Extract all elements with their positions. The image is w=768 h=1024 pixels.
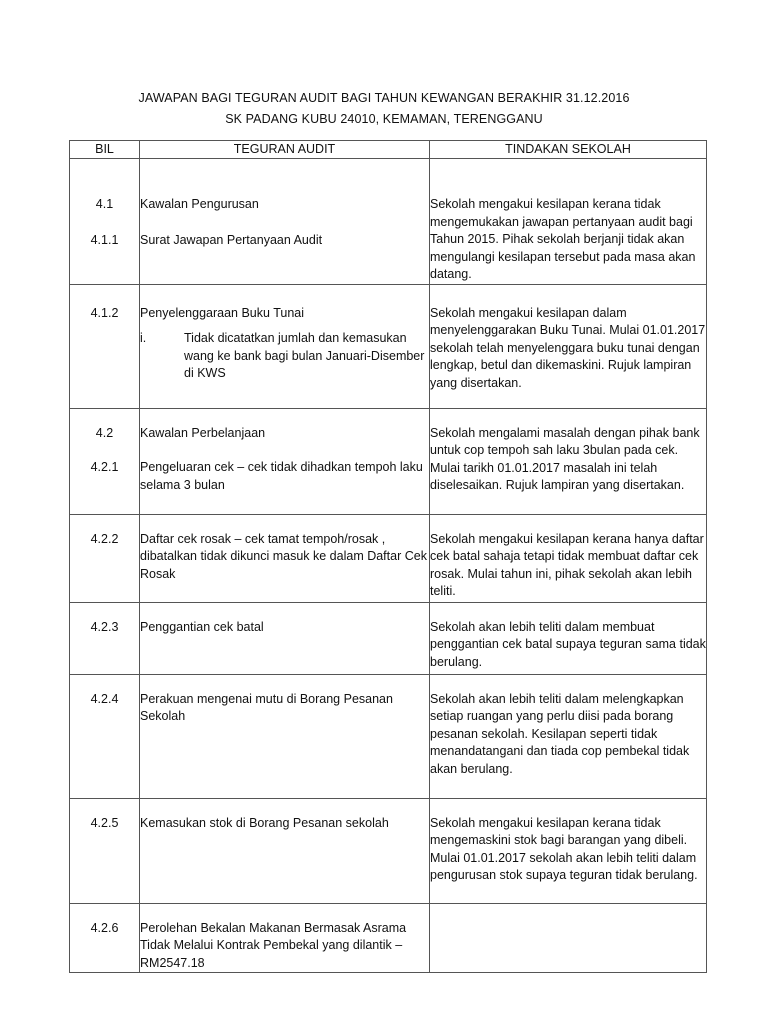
teguran-cell: Penggantian cek batal — [140, 602, 430, 674]
teguran-heading: Kawalan Pengurusan — [140, 197, 259, 211]
teguran-text: Pengeluaran cek – cek tidak dihadkan tempoh laku selama 3 bulan — [140, 460, 423, 492]
bil-cell — [70, 408, 140, 514]
teguran-cell — [140, 284, 430, 408]
table-row — [70, 159, 707, 285]
bil-number: 4.2.1 — [90, 460, 119, 474]
header-bil: BIL — [70, 141, 140, 159]
teguran-sub-item — [140, 330, 429, 383]
sub-item-number: i. — [140, 331, 147, 345]
table-header-row — [70, 141, 707, 159]
bil-cell: 4.2.5 — [70, 798, 140, 903]
bil-cell — [70, 159, 140, 285]
teguran-text: Surat Jawapan Pertanyaan Audit — [140, 232, 323, 247]
sub-item-text: Tidak dicatatkan jumlah dan kemasukan wang ke bank bagi bulan Januari-Disember di KWS — [184, 331, 425, 380]
teguran-cell — [140, 159, 430, 285]
table-row — [70, 408, 707, 514]
tindakan-cell: Sekolah mengakui kesilapan kerana hanya daftar cek batal sahaja tetapi tidak membuat daftar cek rosak. Mulai tahun ini, pihak sekolah akan lebih teliti. — [430, 514, 707, 602]
document-title: JAWAPAN BAGI TEGURAN AUDIT BAGI TAHUN KEWANGAN BERAKHIR 31.12.2016 — [138, 91, 630, 105]
table-row — [70, 602, 707, 674]
bil-number: 4.1 — [95, 197, 114, 211]
bil-cell: 4.2.2 — [70, 514, 140, 602]
table-row — [70, 903, 707, 973]
teguran-cell: Perakuan mengenai mutu di Borang Pesanan Sekolah — [140, 674, 430, 798]
header-teguran-audit: TEGURAN AUDIT — [140, 141, 430, 159]
bil-cell: 4.1.2 — [70, 284, 140, 408]
bil-cell: 4.2.4 — [70, 674, 140, 798]
tindakan-cell — [430, 903, 707, 973]
tindakan-cell: Sekolah mengakui kesilapan kerana tidak mengemaskini stok bagi barangan yang dibeli. Mulai 01.01.2017 sekolah akan lebih teliti dalam pengurusan stok supaya teguran tidak berulang. — [430, 798, 707, 903]
teguran-cell: Kemasukan stok di Borang Pesanan sekolah — [140, 798, 430, 903]
tindakan-cell: Sekolah mengalami masalah dengan pihak bank untuk cop tempoh sah laku 3bulan pada cek. Mulai tarikh 01.01.2017 masalah ini telah diselesaikan. Rujuk lampiran yang disertakan. — [430, 408, 707, 514]
bil-cell: 4.2.3 — [70, 602, 140, 674]
table-row — [70, 284, 707, 408]
teguran-cell: Perolehan Bekalan Makanan Bermasak Asrama Tidak Melalui Kontrak Pembekal yang dilantik – RM2547.18 — [140, 903, 430, 973]
table-row — [70, 798, 707, 903]
bil-cell: 4.2.6 — [70, 903, 140, 973]
bil-number: 4.1.1 — [90, 232, 119, 247]
table-row — [70, 514, 707, 602]
tindakan-cell: Sekolah mengakui kesilapan kerana tidak mengemukakan jawapan pertanyaan audit bagi Tahun 2015. Pihak sekolah berjanji tidak akan mengulangi kesilapan tersebut pada masa akan datang. — [430, 159, 707, 285]
teguran-cell: Daftar cek rosak – cek tamat tempoh/rosak , dibatalkan tidak dikunci masuk ke dalam Daftar Cek Rosak — [140, 514, 430, 602]
table-row — [70, 674, 707, 798]
document-subtitle: SK PADANG KUBU 24010, KEMAMAN, TERENGGANU — [225, 112, 543, 126]
bil-number: 4.2 — [95, 425, 114, 440]
header-tindakan-sekolah: TINDAKAN SEKOLAH — [430, 141, 707, 159]
tindakan-cell: Sekolah akan lebih teliti dalam membuat penggantian cek batal supaya teguran sama tidak berulang. — [430, 602, 707, 674]
teguran-heading: Penyelenggaraan Buku Tunai — [140, 305, 305, 320]
tindakan-cell: Sekolah akan lebih teliti dalam melengkapkan setiap ruangan yang perlu diisi pada borang pesanan sekolah. Kesilapan seperti tidak menandatangani dan tiada cop pembekal tidak akan berulang. — [430, 674, 707, 798]
audit-response-table — [69, 140, 707, 973]
teguran-heading: Kawalan Perbelanjaan — [140, 425, 266, 440]
tindakan-cell: Sekolah mengakui kesilapan dalam menyelenggarakan Buku Tunai. Mulai 01.01.2017 sekolah telah menyelenggara buku tunai dengan lengkap, betul dan dikemaskini. Rujuk lampiran yang disertakan. — [430, 284, 707, 408]
teguran-cell — [140, 408, 430, 514]
